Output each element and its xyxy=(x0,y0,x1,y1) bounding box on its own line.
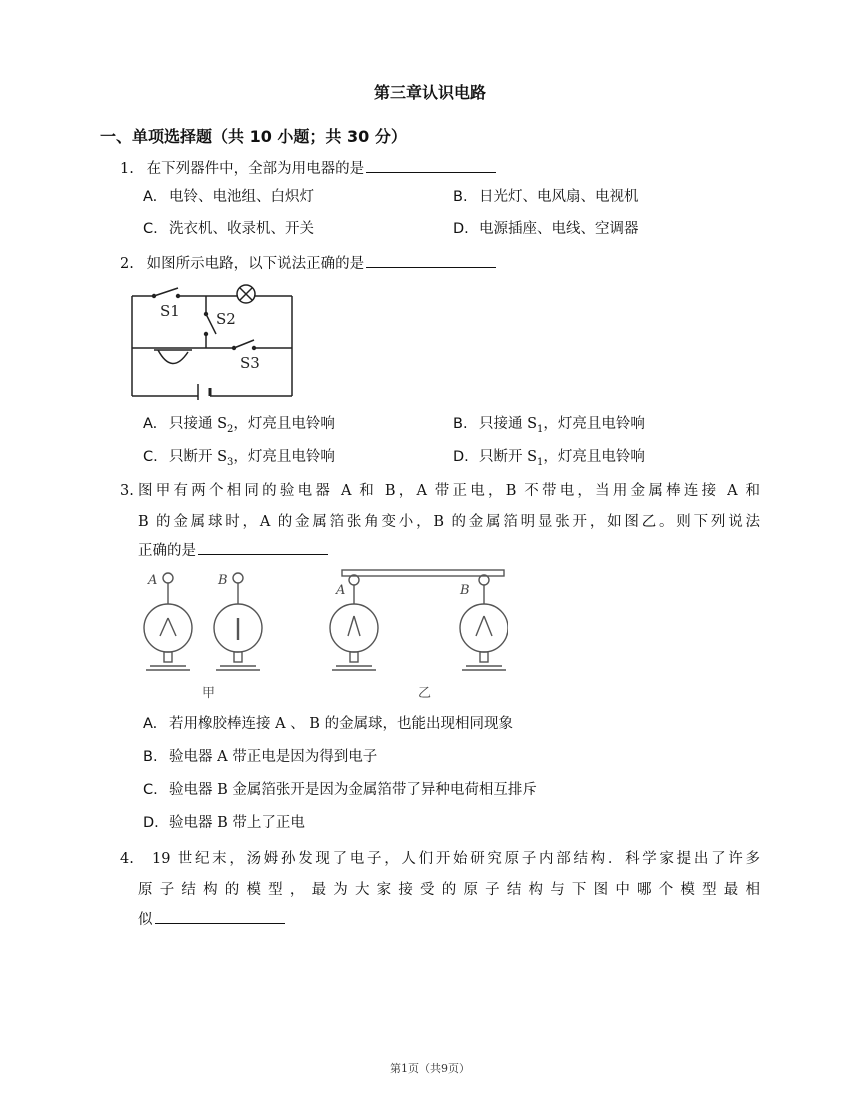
answer-blank[interactable] xyxy=(366,158,496,173)
option-c[interactable]: C. 洗衣机、收录机、开关 xyxy=(143,221,314,237)
circuit-diagram xyxy=(130,278,300,400)
label-b-yi: B xyxy=(460,583,470,598)
question-number: 2. xyxy=(120,256,134,272)
label-a-jia: A xyxy=(148,573,158,588)
question-3-number: 3. xyxy=(120,483,134,499)
question-2-stem xyxy=(120,253,496,274)
page-footer: 第1页（共9页） xyxy=(390,1062,470,1075)
question-4-number: 4. xyxy=(120,851,134,867)
question-3-stem-line-3: 正确的是 xyxy=(138,540,328,561)
option-a[interactable]: A. 电铃、电池组、白炽灯 xyxy=(143,189,314,205)
switch-s2-label: S2 xyxy=(216,310,236,328)
question-3-stem-line-2: B 的金属球时，A 的金属箔张角变小，B 的金属箔明显张开，如图乙。则下列说法 xyxy=(138,514,760,530)
answer-blank[interactable] xyxy=(198,540,328,555)
switch-s3-label: S3 xyxy=(240,354,260,372)
question-4-stem-line-2: 原子结构的模型，最为大家接受的原子结构与下图中哪个模型最相 xyxy=(138,882,760,898)
question-1-stem xyxy=(120,158,496,179)
question-text: 如图所示电路，以下说法正确的是 xyxy=(146,256,365,272)
option-b[interactable]: B. 日光灯、电风扇、电视机 xyxy=(453,189,639,205)
option-d[interactable]: D. 只断开 $S_1$，灯亮且电铃响 xyxy=(453,449,645,468)
question-4-stem-line-3: 似 xyxy=(138,909,285,930)
electroscope-figure xyxy=(138,566,508,702)
option-b[interactable]: B. 只接通 $S_1$，灯亮且电铃响 xyxy=(453,416,645,435)
question-text: 在下列器件中，全部为用电器的是 xyxy=(146,161,365,177)
label-a-yi: A xyxy=(336,583,346,598)
option-b[interactable]: B. 验电器 A 带正电是因为得到电子 xyxy=(143,749,378,765)
option-d[interactable]: D. 验电器 B 带上了正电 xyxy=(143,815,305,831)
option-c[interactable]: C. 只断开 $S_3$，灯亮且电铃响 xyxy=(143,449,335,468)
option-d[interactable]: D. 电源插座、电线、空调器 xyxy=(453,221,639,237)
figure-jia-caption: 甲 xyxy=(202,686,216,701)
answer-blank[interactable] xyxy=(366,253,496,268)
question-number: 1. xyxy=(120,161,134,177)
answer-blank[interactable] xyxy=(155,909,285,924)
option-a[interactable]: A. 若用橡胶棒连接 A 、 B 的金属球，也能出现相同现象 xyxy=(143,716,514,732)
label-b-jia: B xyxy=(218,573,228,588)
section-heading: 一、单项选择题（共 10 小题；共 30 分） xyxy=(100,127,407,146)
question-4-stem-line-1: 19 世纪末，汤姆孙发现了电子，人们开始研究原子内部结构．科学家提出了许多 xyxy=(152,851,760,867)
option-a[interactable]: A. 只接通 $S_2$，灯亮且电铃响 xyxy=(143,416,335,435)
figure-yi-caption: 乙 xyxy=(418,686,432,701)
option-c[interactable]: C. 验电器 B 金属箔张开是因为金属箔带了异种电荷相互排斥 xyxy=(143,782,537,798)
question-3-stem-line-1: 图甲有两个相同的验电器 A 和 B，A 带正电，B 不带电，当用金属棒连接 A 和 xyxy=(138,483,760,499)
switch-s1-label: S1 xyxy=(160,302,180,320)
page-title: 第三章认识电路 xyxy=(373,83,486,102)
